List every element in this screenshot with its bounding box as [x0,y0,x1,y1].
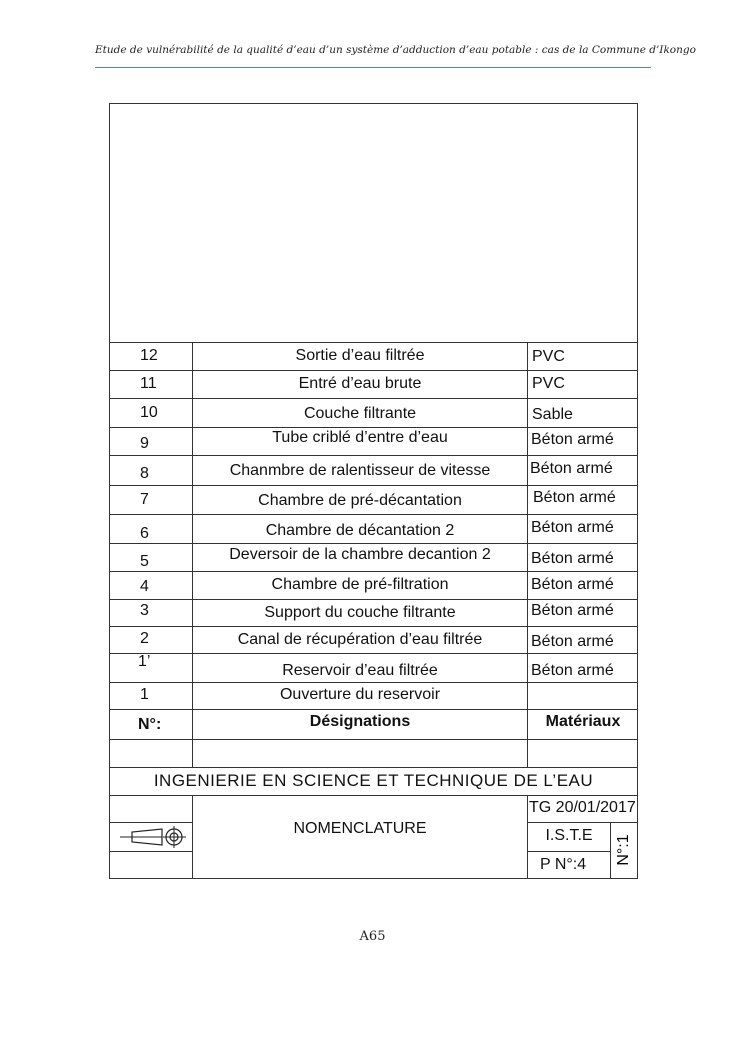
row-number: 4 [140,578,149,595]
row-designation: Deversoir de la chambre decantion 2 [229,546,491,563]
row-line [109,653,638,654]
row-number: 6 [140,525,149,542]
row-material: Béton armé [531,431,614,448]
row-number: 3 [140,602,149,619]
row-designation: Chambre de pré-décantation [258,492,462,509]
row-material: Béton armé [530,460,613,477]
column-divider-material [527,342,528,767]
row-line [109,514,638,515]
header-rule [95,67,651,68]
row-designation: Couche filtrante [303,405,417,422]
header-material: Matériaux [545,713,621,730]
row-line [109,709,638,710]
title-block-line [527,822,638,823]
row-material: PVC [532,348,565,365]
projection-symbol-icon [118,824,188,850]
row-designation: Entré d’eau brute [298,375,422,392]
row-designation: Reservoir d’eau filtrée [282,662,438,679]
plate-number: P N°:4 [540,856,587,873]
row-number: 9 [140,435,149,452]
row-line [109,571,638,572]
row-designation: Tube criblé d’entre d’eau [272,429,448,446]
row-material: Béton armé [531,519,614,536]
row-designation: Ouverture du reservoir [279,686,441,703]
row-designation: Support du couche filtrante [264,604,456,621]
row-number: 5 [140,553,149,570]
row-number: 1 [140,686,149,703]
running-header: Etude de vulnérabilité de la qualité d’eau d’un système d’adduction d’eau potable : cas de la Commune d’Ikongo [95,44,696,56]
row-material: Béton armé [531,602,614,619]
header-num: N°: [138,716,162,733]
row-number: 7 [140,491,149,508]
row-material: Béton armé [531,633,614,650]
row-designation: Chambre de pré-filtration [271,576,449,593]
row-line [109,342,638,343]
row-number: 12 [140,347,158,364]
row-number: 8 [140,465,149,482]
row-line [109,543,638,544]
row-designation: Canal de récupération d’eau filtrée [237,631,483,648]
sheet-number: N°:1 [615,834,632,866]
row-line [109,398,638,399]
drawing-title: NOMENCLATURE [293,820,427,837]
row-line [109,767,638,768]
row-number: 1’ [138,653,151,670]
row-line [109,370,638,371]
row-line [109,427,638,428]
row-designation: Chanmbre de ralentisseur de vitesse [229,462,491,479]
row-line [109,682,638,683]
row-line [109,795,638,796]
row-line [109,485,638,486]
row-line [109,739,638,740]
row-material: Béton armé [533,489,616,506]
header-designation: Désignations [309,713,411,730]
row-material: Sable [532,406,573,423]
row-material: Béton armé [531,662,614,679]
row-material: Béton armé [531,550,614,567]
title-block-line [109,851,193,852]
page-number: A65 [359,929,386,944]
drawing-date: TG 20/01/2017 [529,799,636,816]
school-label: I.S.T.E [545,827,593,844]
title-block-line [109,822,193,823]
row-number: 11 [140,375,157,392]
row-number: 10 [140,404,158,421]
institution-name: INGENIERIE EN SCIENCE ET TECHNIQUE DE L’EAU [153,771,594,790]
title-block-line [527,851,611,852]
row-designation: Chambre de décantation 2 [265,522,455,539]
row-line [109,599,638,600]
row-material: PVC [532,375,565,392]
row-material: Béton armé [531,576,614,593]
row-line [109,455,638,456]
row-line [109,626,638,627]
row-designation: Sortie d’eau filtrée [295,347,425,364]
row-number: 2 [140,630,149,647]
